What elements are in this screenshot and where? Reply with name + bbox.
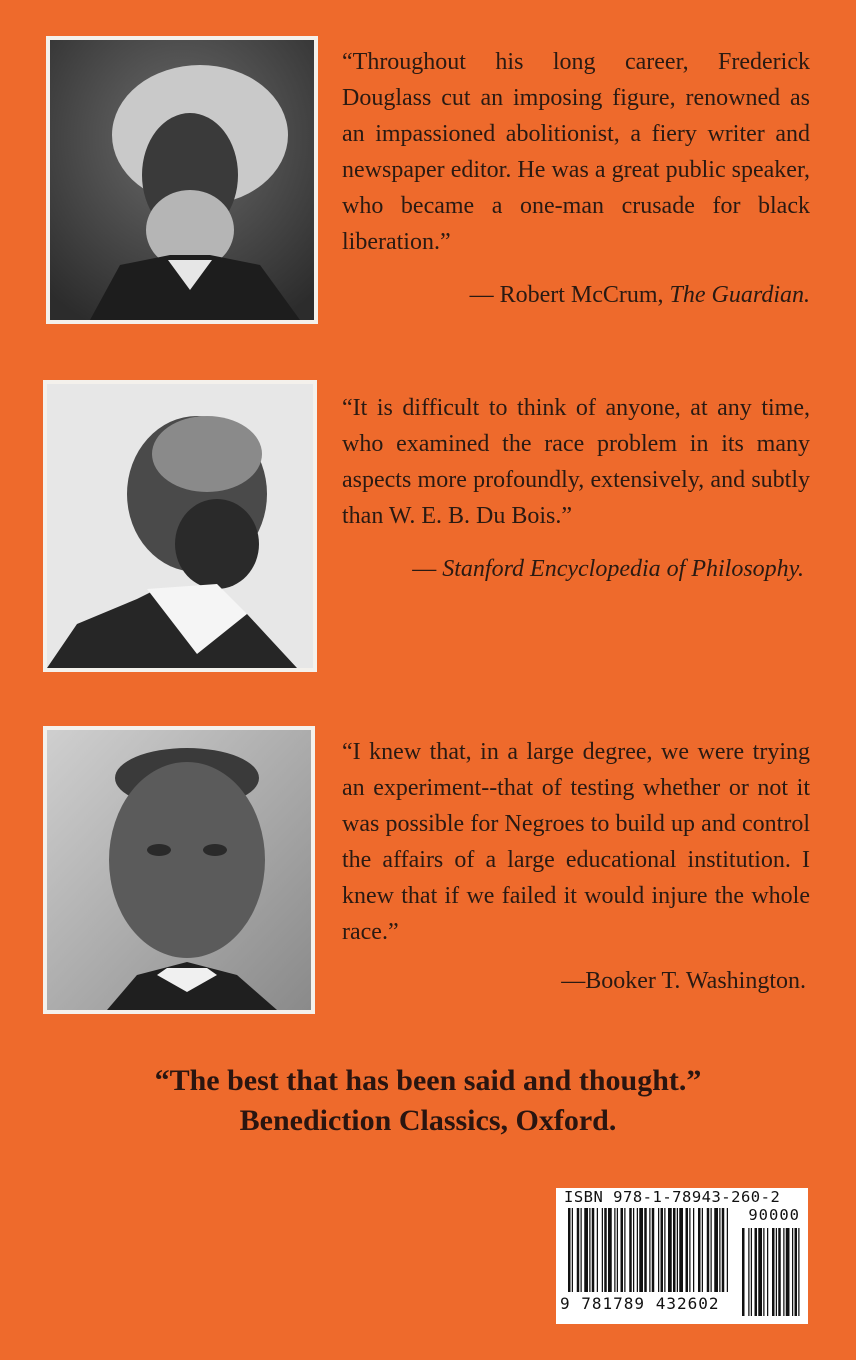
barcode-bar bbox=[711, 1208, 712, 1292]
barcode-bar bbox=[608, 1208, 612, 1292]
barcode-addon-bar bbox=[755, 1228, 758, 1316]
barcode-addon-bar bbox=[763, 1228, 764, 1316]
barcode-bar bbox=[677, 1208, 678, 1292]
portrait-image-1 bbox=[50, 40, 314, 320]
barcode-bar bbox=[658, 1208, 659, 1292]
tagline-line-1: “The best that has been said and thought.” bbox=[154, 1064, 702, 1097]
barcode-addon-bar bbox=[767, 1228, 768, 1316]
barcode-bar bbox=[707, 1208, 710, 1292]
barcode-bar bbox=[679, 1208, 683, 1292]
barcode-bar bbox=[722, 1208, 725, 1292]
barcode-bar bbox=[673, 1208, 676, 1292]
barcode-addon-bar bbox=[751, 1228, 752, 1316]
barcode-bar bbox=[621, 1208, 624, 1292]
barcode-bar bbox=[604, 1208, 607, 1292]
barcode-addon-bar bbox=[783, 1228, 784, 1316]
attribution-text-2: — bbox=[412, 556, 443, 582]
barcode-bar bbox=[702, 1208, 703, 1292]
attribution-text-3: —Booker T. Washington. bbox=[561, 968, 806, 994]
barcode-bar bbox=[633, 1208, 634, 1292]
barcode-bar bbox=[727, 1208, 728, 1292]
barcode-bar bbox=[572, 1208, 573, 1292]
barcode-bar bbox=[693, 1208, 694, 1292]
quote-attribution-1 bbox=[342, 280, 810, 310]
barcode-bar bbox=[597, 1208, 598, 1292]
barcode-addon-bar bbox=[778, 1228, 781, 1316]
barcode-bar bbox=[639, 1208, 643, 1292]
portrait-photo-3 bbox=[43, 726, 315, 1014]
isbn-barcode bbox=[556, 1188, 808, 1324]
barcode-addon-bar bbox=[748, 1228, 749, 1316]
barcode-bar bbox=[664, 1208, 665, 1292]
barcode-bar bbox=[719, 1208, 720, 1292]
portrait-image-2 bbox=[47, 384, 313, 668]
quote-text-2: “It is difficult to think of anyone, at any time, who examined the race problem in its many aspects more profoundly, extensively, and subtly than W. E. B. Du Bois.” bbox=[342, 395, 810, 529]
quote-text-1: “Throughout his long career, Frederick Douglass cut an imposing figure, renowned as an impassioned abolitionist, a fiery writer and newspaper editor. He was a great public speaker, who became a one-man crusade for black liberation.” bbox=[342, 49, 810, 255]
barcode-digits: 9 781789 432602 bbox=[560, 1294, 720, 1313]
barcode-addon-bar bbox=[758, 1228, 762, 1316]
barcode-bar bbox=[584, 1208, 588, 1292]
barcode-addon-bar bbox=[742, 1228, 745, 1316]
portrait-image-3 bbox=[47, 730, 311, 1010]
barcode-addon-bar bbox=[786, 1228, 790, 1316]
barcode-bar bbox=[624, 1208, 625, 1292]
barcode-bar bbox=[686, 1208, 689, 1292]
barcode-bar bbox=[714, 1208, 718, 1292]
barcode-bar bbox=[592, 1208, 595, 1292]
barcode-bar bbox=[589, 1208, 590, 1292]
barcode-bar bbox=[661, 1208, 664, 1292]
portrait-photo-1 bbox=[46, 36, 318, 324]
barcode-addon-bar bbox=[792, 1228, 793, 1316]
barcode-bar bbox=[581, 1208, 582, 1292]
isbn-label: ISBN 978-1-78943-260-2 bbox=[564, 1188, 781, 1206]
barcode-bar bbox=[568, 1208, 571, 1292]
barcode-bar bbox=[649, 1208, 650, 1292]
portrait-photo-2 bbox=[43, 380, 317, 672]
barcode-bar bbox=[602, 1208, 603, 1292]
barcode-bar bbox=[698, 1208, 701, 1292]
quote-attribution-2 bbox=[342, 554, 804, 584]
barcode-bar bbox=[617, 1208, 618, 1292]
barcode-addon: 90000 bbox=[748, 1206, 800, 1224]
attribution-text-1: — Robert McCrum, bbox=[469, 282, 670, 308]
attribution-source-1: The Guardian. bbox=[669, 282, 810, 308]
barcode-bar bbox=[689, 1208, 690, 1292]
barcode-bar bbox=[629, 1208, 632, 1292]
tagline-line-2: Benediction Classics, Oxford. bbox=[239, 1104, 617, 1137]
barcode-bar bbox=[652, 1208, 655, 1292]
barcode-bar bbox=[577, 1208, 580, 1292]
barcode-bar bbox=[637, 1208, 638, 1292]
barcode-bar bbox=[644, 1208, 647, 1292]
barcode-bar bbox=[668, 1208, 672, 1292]
barcode-addon-bar bbox=[798, 1228, 799, 1316]
quote-text-3: “I knew that, in a large degree, we were trying an experiment--that of testing whether or not it was possible for Negroes to build up and control the affairs of a large educational institution. I knew that if we failed it would injure the whole race.” bbox=[342, 739, 810, 945]
barcode-addon-bar bbox=[795, 1228, 798, 1316]
barcode-addon-bar bbox=[772, 1228, 775, 1316]
quote-attribution-3 bbox=[342, 966, 806, 996]
attribution-source-2: Stanford Encyclopedia of Philosophy. bbox=[442, 556, 804, 582]
barcode-bar bbox=[614, 1208, 615, 1292]
barcode-addon-bar bbox=[776, 1228, 777, 1316]
